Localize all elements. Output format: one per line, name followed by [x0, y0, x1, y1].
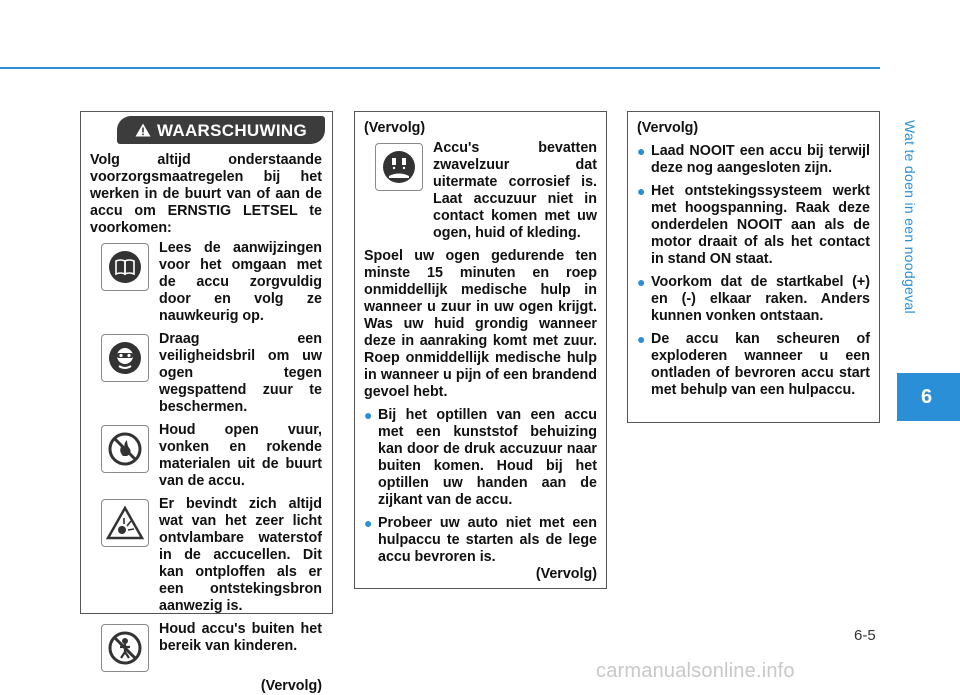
warning-box-continued	[354, 111, 607, 589]
warning-box-continued-2	[627, 111, 880, 423]
continued-top-label: (Vervolg)	[364, 120, 426, 136]
list-item	[364, 407, 597, 509]
acid-warning	[364, 140, 597, 242]
warning-item-text: Er bevindt zich altijd wat van het zeer licht ontvlambare waterstof in de accucellen. Dit kan ontploffen als er een ontstekingsbron aanwezig is.	[159, 496, 322, 614]
warning-item	[90, 331, 322, 416]
warning-box	[80, 111, 333, 694]
rinse-paragraph: Spoel uw ogen gedurende ten minste 15 minuten en roep onmiddellijk medische hulp in wanneer u zuur in uw ogen krijgt. Was uw huid grondig wanneer deze in aanraking komt met zuur. Roep onmiddellijk medische hulp in wanneer u pijn of een brandend gevoel hebt.	[364, 248, 597, 400]
list-item-text: Probeer uw auto niet met een hulpaccu te starten als de lege accu bevroren is.	[378, 515, 597, 565]
warning-item-text: Draag een veiligheidsbril om uw ogen tegen wegspattend zuur te beschermen.	[159, 331, 322, 415]
corrosive-acid-icon	[375, 143, 423, 191]
bullet-dot: ●	[637, 183, 646, 199]
list-item	[637, 143, 870, 177]
explosive-icon	[101, 499, 149, 547]
list-item-text: Het ontstekingssysteem werkt met hoogspanning. Raak deze onderdelen NOOIT aan als de motor draait of als het contact in stand ON staat.	[651, 183, 870, 267]
no-fire-icon	[101, 425, 149, 473]
chapter-tab: 6	[897, 373, 960, 421]
keep-away-children-icon	[101, 624, 149, 672]
list-item	[364, 515, 597, 566]
warning-header-label: WAARSCHUWING	[157, 120, 307, 140]
page-number: 6-5	[854, 627, 876, 644]
acid-warning-text: Accu's bevatten zwavelzuur dat uitermate corrosief is. Laat accuzuur niet in contact komen met uw ogen, huid of kleding.	[433, 140, 597, 241]
continued-label: (Vervolg)	[260, 678, 322, 694]
list-item-text: Voorkom dat de startkabel (+) en (-) elkaar raken. Anders kunnen vonken ontstaan.	[651, 274, 870, 324]
book-icon	[101, 243, 149, 291]
warning-header	[117, 116, 325, 144]
list-item	[637, 331, 870, 399]
safety-goggles-icon	[101, 334, 149, 382]
list-item	[637, 183, 870, 268]
continued-top-label: (Vervolg)	[637, 120, 699, 136]
warning-item	[90, 240, 322, 325]
warning-item-text: Lees de aanwijzingen voor het omgaan met de accu zorgvuldig door en volg ze nauwkeurig op.	[159, 240, 322, 324]
warning-triangle-icon	[135, 123, 151, 137]
warning-item	[90, 496, 322, 615]
warning-item	[90, 621, 322, 672]
bullet-dot: ●	[637, 331, 646, 347]
bullet-dot: ●	[637, 143, 646, 159]
header-rule	[0, 67, 880, 69]
warning-item	[90, 422, 322, 490]
section-side-title: Wat te doen in een noodgeval	[902, 120, 918, 314]
watermark: carmanualsonline.info	[596, 660, 795, 682]
list-item	[637, 274, 870, 325]
bullet-dot: ●	[364, 407, 373, 423]
warning-item-text: Houd accu's buiten het bereik van kinderen.	[159, 621, 322, 654]
list-item-text: Bij het optillen van een accu met een kunststof behuizing kan door de druk accuzuur naar buiten komen. Houd bij het optillen uw handen aan de zijkant van de accu.	[378, 407, 597, 508]
list-item-text: Laad NOOIT een accu bij terwijl deze nog aangesloten zijn.	[651, 143, 870, 176]
bullet-dot: ●	[637, 274, 646, 290]
continued-label: (Vervolg)	[535, 566, 597, 582]
warning-item-text: Houd open vuur, vonken en rokende materialen uit de buurt van de accu.	[159, 422, 322, 489]
bullet-dot: ●	[364, 515, 373, 531]
warning-intro: Volg altijd onderstaande voorzorgsmaatregelen bij het werken in de buurt van of aan de accu om ERNSTIG LETSEL te voorkomen:	[90, 152, 322, 236]
list-item-text: De accu kan scheuren of exploderen wanneer u een ontladen of bevroren accu start met behulp van een hulpaccu.	[651, 331, 870, 398]
